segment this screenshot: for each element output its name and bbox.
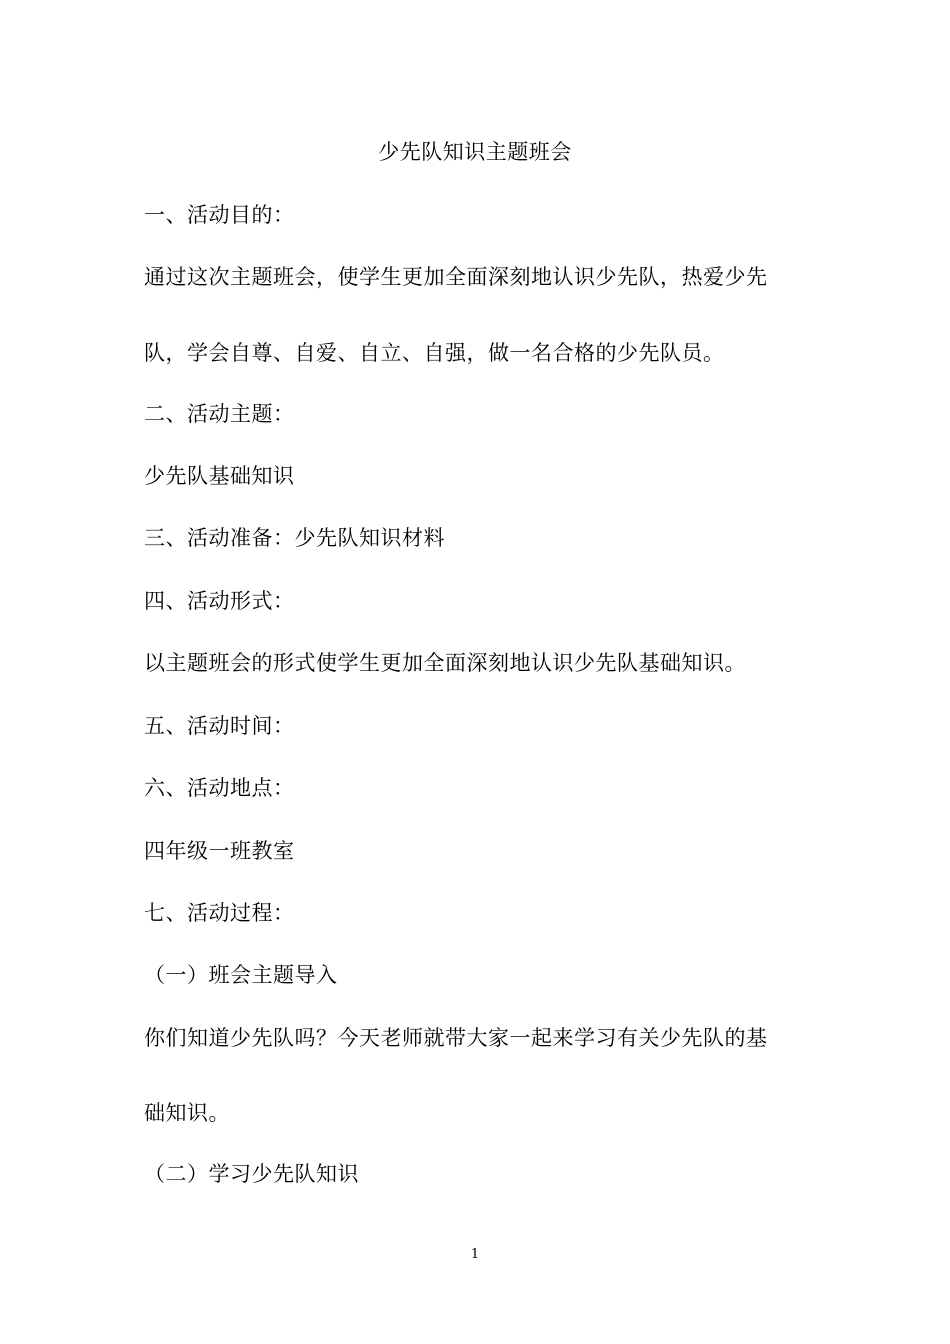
heading-purpose: 一、活动目的： [144, 203, 295, 227]
document-title: 少先队知识主题班会 [378, 140, 572, 164]
subheading-learn: （二）学习少先队知识 [144, 1162, 359, 1186]
paragraph-line: 你们知道少先队吗？今天老师就带大家一起来学习有关少先队的基 [144, 1026, 768, 1050]
heading-format: 四、活动形式： [144, 589, 295, 613]
paragraph-line: 四年级一班教室 [144, 839, 295, 863]
heading-process: 七、活动过程： [144, 901, 295, 925]
paragraph-line: 少先队基础知识 [144, 464, 295, 488]
heading-theme: 二、活动主题： [144, 402, 295, 426]
page-number: 1 [470, 1247, 480, 1262]
heading-time: 五、活动时间： [144, 714, 295, 738]
paragraph-line: 通过这次主题班会，使学生更加全面深刻地认识少先队，热爱少先 [144, 265, 768, 289]
paragraph-line: 队，学会自尊、自爱、自立、自强，做一名合格的少先队员。 [144, 341, 725, 365]
paragraph-line: 以主题班会的形式使学生更加全面深刻地认识少先队基础知识。 [144, 651, 746, 675]
paragraph-line: 础知识。 [144, 1101, 230, 1125]
heading-preparation: 三、活动准备：少先队知识材料 [144, 526, 445, 550]
heading-location: 六、活动地点： [144, 776, 295, 800]
subheading-intro: （一）班会主题导入 [144, 963, 338, 987]
